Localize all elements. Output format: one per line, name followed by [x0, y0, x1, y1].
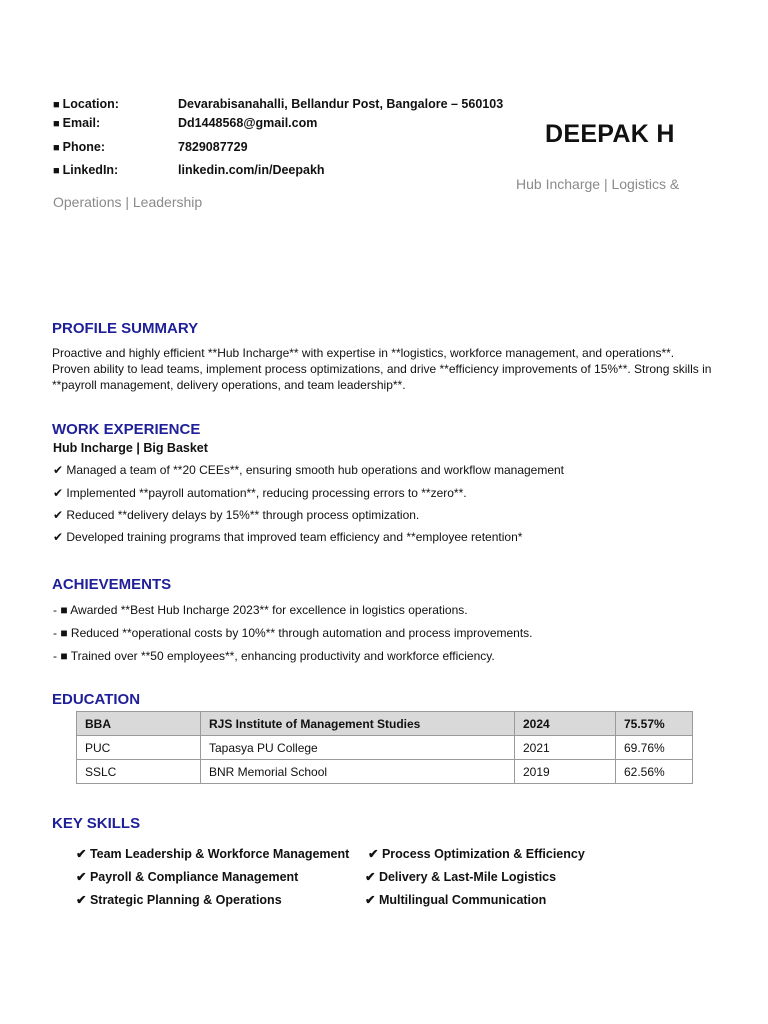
work-item: ✔ Reduced **delivery delays by 15%** through process optimization. [53, 508, 420, 522]
institute-cell: Tapasya PU College [201, 736, 515, 760]
year-cell: 2021 [515, 736, 616, 760]
skill-item: ✔ Team Leadership & Workforce Management [76, 847, 350, 861]
linkedin-label: ■ LinkedIn: [53, 163, 119, 177]
job-title: Hub Incharge | Big Basket [53, 441, 208, 455]
skill-item: ✔ Multilingual Communication [365, 893, 547, 907]
score-cell: 62.56% [616, 760, 693, 784]
skill-item: ✔ Process Optimization & Efficiency [368, 847, 585, 861]
linkedin-value: linkedin.com/in/Deepakh [178, 163, 325, 177]
work-item: ✔ Managed a team of **20 CEEs**, ensuring smooth hub operations and workflow management [53, 463, 565, 477]
work-experience-heading: WORK EXPERIENCE [52, 421, 201, 438]
email-value: Dd1448568@gmail.com [178, 116, 318, 130]
headline-line-1: Hub Incharge | Logistics & [516, 176, 680, 192]
candidate-name: DEEPAK H [545, 120, 675, 148]
work-item: ✔ Developed training programs that improved team efficiency and **employee retention* [53, 530, 523, 544]
year-cell: 2019 [515, 760, 616, 784]
square-bullet-icon: ■ [53, 165, 60, 177]
headline-line-2: Operations | Leadership [53, 194, 203, 210]
achievements-heading: ACHIEVEMENTS [52, 576, 172, 593]
skill-item: ✔ Payroll & Compliance Management [76, 870, 299, 884]
institute-cell: BNR Memorial School [201, 760, 515, 784]
education-table [76, 711, 693, 784]
institute-cell: RJS Institute of Management Studies [201, 712, 515, 736]
square-bullet-icon: ■ [53, 118, 60, 130]
phone-label: ■ Phone: [53, 140, 106, 154]
table-row [77, 712, 693, 736]
degree-cell: BBA [77, 712, 201, 736]
location-label: ■ Location: [53, 97, 119, 111]
square-bullet-icon: ■ [53, 99, 60, 111]
degree-cell: PUC [77, 736, 201, 760]
skill-item: ✔ Delivery & Last-Mile Logistics [365, 870, 557, 884]
year-cell: 2024 [515, 712, 616, 736]
achievement-item: - ■ Reduced **operational costs by 10%** through automation and process improvements. [53, 626, 533, 640]
score-cell: 75.57% [616, 712, 693, 736]
degree-cell: SSLC [77, 760, 201, 784]
skill-item: ✔ Strategic Planning & Operations [76, 893, 282, 907]
profile-summary-heading: PROFILE SUMMARY [52, 320, 199, 337]
education-heading: EDUCATION [52, 691, 141, 708]
achievement-item: - ■ Awarded **Best Hub Incharge 2023** for excellence in logistics operations. [53, 603, 468, 617]
table-row [77, 760, 693, 784]
work-item: ✔ Implemented **payroll automation**, reducing processing errors to **zero**. [53, 486, 467, 500]
email-label: ■ Email: [53, 116, 101, 130]
square-bullet-icon: ■ [53, 142, 60, 154]
key-skills-heading: KEY SKILLS [52, 815, 141, 832]
profile-summary-text: Proactive and highly efficient **Hub Incharge** with expertise in **logistics, workforce management, and operations**. Proven ability to lead teams, implement process optimizations, and drive **efficiency improvements of 15%**. Strong skills in **payroll management, delivery operations, and team leadership**. [52, 346, 712, 392]
achievement-item: - ■ Trained over **50 employees**, enhancing productivity and workforce efficiency. [53, 649, 495, 663]
location-value: Devarabisanahalli, Bellandur Post, Bangalore – 560103 [178, 97, 504, 111]
table-row [77, 736, 693, 760]
score-cell: 69.76% [616, 736, 693, 760]
phone-value: 7829087729 [178, 140, 248, 154]
